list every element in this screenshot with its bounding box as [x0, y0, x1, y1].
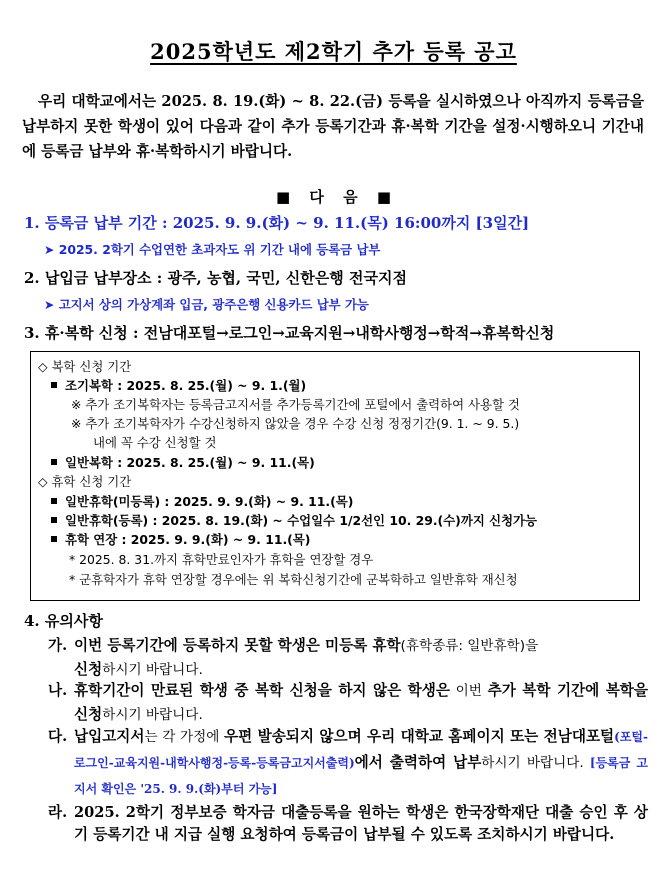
item-text: 2025. 2학기 정부보증 학자금 대출등록을 원하는 학생은 한국장학재단 대출 승인 후 상기 등록기간 내 지급 실행 요청하여 등록금이 납부될 수 있도록 조치하시기 바랍니다.	[74, 804, 648, 843]
notice-title-wrap	[0, 36, 667, 66]
box-item-leave-unregistered	[51, 493, 353, 511]
item-text: 휴학기간이 만료된 학생 중 복학 신청을 하지 않은 학생은 이번 추가 복학 기간에 복학을 신청하시기 바랍니다.	[74, 682, 648, 723]
box-item-text: 일반휴학(등록) : 2025. 8. 19.(화) ~ 수업일수 1/2선인 10. 29.(수)까지 신청가능	[65, 513, 537, 528]
box-heading-leave: ◇ 휴학 신청 기간	[38, 474, 132, 489]
box-item-text: 일반복학 : 2025. 8. 25.(월) ~ 9. 11.(목)	[65, 455, 315, 470]
item-label: 다.	[48, 728, 68, 745]
section1-sub: ➤ 2025. 2학기 수업연한 초과자도 위 기간 내에 등록금 납부	[44, 242, 381, 257]
section3-title: 3. 휴·복학 신청 : 전남대포털→로그인→교육지원→내학사행정→학적→휴복학신청	[24, 324, 555, 342]
notice-item-ra	[48, 802, 648, 846]
box-item-text: 일반휴학(미등록) : 2025. 9. 9.(화) ~ 9. 11.(목)	[65, 494, 354, 509]
item-label: 가.	[48, 637, 68, 654]
box-note-2b: 내에 꼭 수강 신청할 것	[93, 435, 217, 450]
notice-title: 2025학년도 제2학기 추가 등록 공고	[150, 39, 517, 64]
box-item-leave-registered	[51, 512, 537, 530]
section2-sub: ➤ 고지서 상의 가상계좌 입금, 광주은행 신용카드 납부 가능	[44, 297, 369, 312]
bullet-square-icon	[51, 382, 57, 388]
box-note-1: ※ 추가 조기복학자는 등록금고지서를 추가등록기간에 포털에서 출력하여 사용할 것	[71, 397, 520, 412]
section2-title: 2. 납입금 납부장소 : 광주, 농협, 국민, 신한은행 전국지점	[24, 269, 407, 287]
item-text: 납입고지서는 각 가정에 우편 발송되지 않으며 우리 대학교 홈페이지 또는 전남대포털(포털-로그인-교육지원-내학사행정-등록-등록금고지서출력)에서 출력하여 납부하시기 바랍니다. [등록금 고지서 확인은 '25. 9. 9.(화)부터 가능]	[74, 728, 648, 796]
leave-return-box	[30, 351, 640, 601]
intro-paragraph: 우리 대학교에서는 2025. 8. 19.(화) ~ 8. 22.(금) 등록을 실시하였으나 아직까지 등록금을 납부하지 못한 학생이 있어 다음과 같이 추가 등록기간과 휴·복학 기간을 설정·시행하오니 기간내에 등록금 납부와 휴·복학하시기 바랍니다.	[22, 93, 644, 160]
box-item-early-return	[51, 377, 306, 395]
notice-item-da	[48, 724, 648, 802]
box-item-leave-extension	[51, 531, 310, 549]
box-note-4: * 군휴학자가 휴학 연장할 경우에는 위 복학신청기간에 군복학하고 일반휴학 재신청	[69, 572, 518, 587]
notice-item-na	[48, 679, 648, 727]
section4-title: 4. 유의사항	[24, 612, 103, 630]
item-label: 나.	[48, 682, 68, 699]
item-text: 이번 등록기간에 등록하지 못할 학생은 미등록 휴학(휴학종류: 일반휴학)을 신청하시기 바랍니다.	[74, 637, 539, 678]
bullet-square-icon	[51, 517, 57, 523]
box-item-text: 조기복학 : 2025. 8. 25.(월) ~ 9. 1.(월)	[65, 378, 307, 393]
bullet-square-icon	[51, 498, 57, 504]
box-note-3: * 2025. 8. 31.까지 휴학만료인자가 휴학을 연장할 경우	[69, 552, 374, 567]
box-item-general-return	[51, 454, 315, 472]
bullet-square-icon	[51, 536, 57, 542]
heading-next: ■ 다 음 ■	[276, 188, 391, 206]
box-note-2: ※ 추가 조기복학자가 수강신청하지 않았을 경우 수강 신청 정정기간(9. 1. ~ 9. 5.)	[71, 416, 520, 431]
notice-item-ga	[48, 634, 648, 682]
section1-title: 1. 등록금 납부 기간 : 2025. 9. 9.(화) ~ 9. 11.(목) 16:00까지 [3일간]	[24, 214, 530, 232]
item-label: 라.	[48, 804, 68, 821]
box-item-text: 휴학 연장 : 2025. 9. 9.(화) ~ 9. 11.(목)	[65, 532, 311, 547]
bullet-square-icon	[51, 459, 57, 465]
box-heading-return: ◇ 복학 신청 기간	[38, 359, 132, 374]
